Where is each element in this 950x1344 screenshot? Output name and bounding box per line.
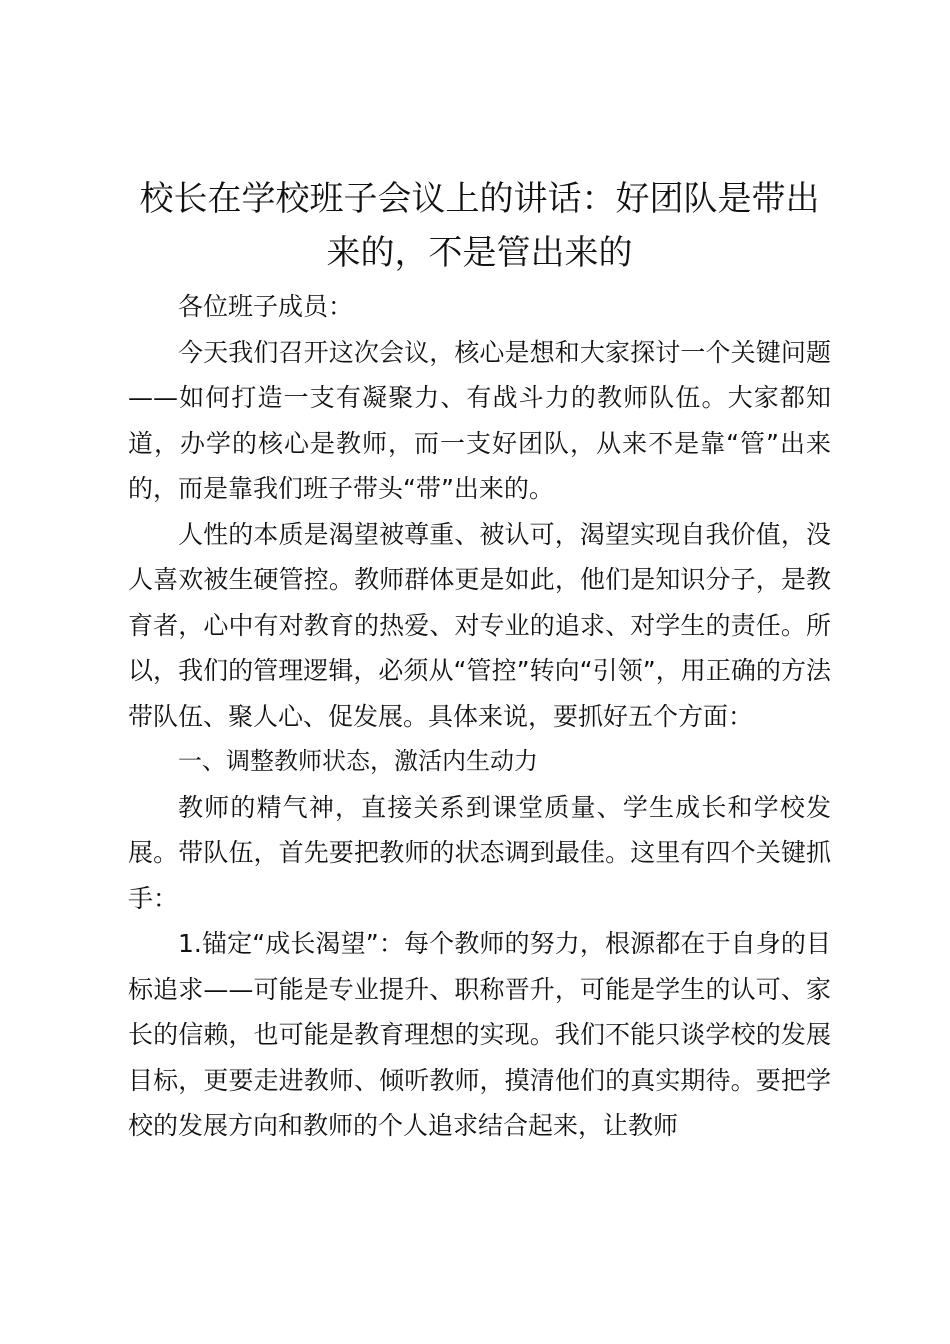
salutation: 各位班子成员： — [178, 292, 354, 321]
paragraph-intro: 今天我们召开这次会议，核心是想和大家探讨一个关键问题——如何打造一支有凝聚力、有战斗力的教师队伍。大家都知道，办学的核心是教师，而一支好团队，从来不是靠“管”出来的，而是靠我们班子带头“带”出来的。 — [128, 337, 831, 503]
document-title: 校长在学校班子会议上的讲话：好团队是带出来的，不是管出来的 — [139, 179, 820, 273]
section-paragraph-point-1: 1.锚定“成长渴望”：每个教师的努力，根源都在于自身的目标追求——可能是专业提升、职称晋升，可能是学生的认可、家长的信赖，也可能是教育理想的实现。我们不能只谈学校的发展目标，更要走进教师、倾听教师，摸清他们的真实期待。要把学校的发展方向和教师的个人追求结合起来，让教师 — [128, 929, 831, 1140]
section-paragraph-overview: 教师的精气神，直接关系到课堂质量、学生成长和学校发展。带队伍，首先要把教师的状态调到最佳。这里有四个关键抓手： — [128, 792, 831, 913]
paragraph-philosophy: 人性的本质是渴望被尊重、被认可，渴望实现自我价值，没人喜欢被生硬管控。教师群体更是如此，他们是知识分子，是教育者，心中有对教育的热爱、对专业的追求、对学生的责任。所以，我们的管理逻辑，必须从“管控”转向“引领”，用正确的方法带队伍、聚人心、促发展。具体来说，要抓好五个方面： — [128, 519, 831, 731]
document-page — [128, 172, 831, 1149]
section-heading: 一、调整教师状态，激活内生动力 — [178, 747, 538, 775]
